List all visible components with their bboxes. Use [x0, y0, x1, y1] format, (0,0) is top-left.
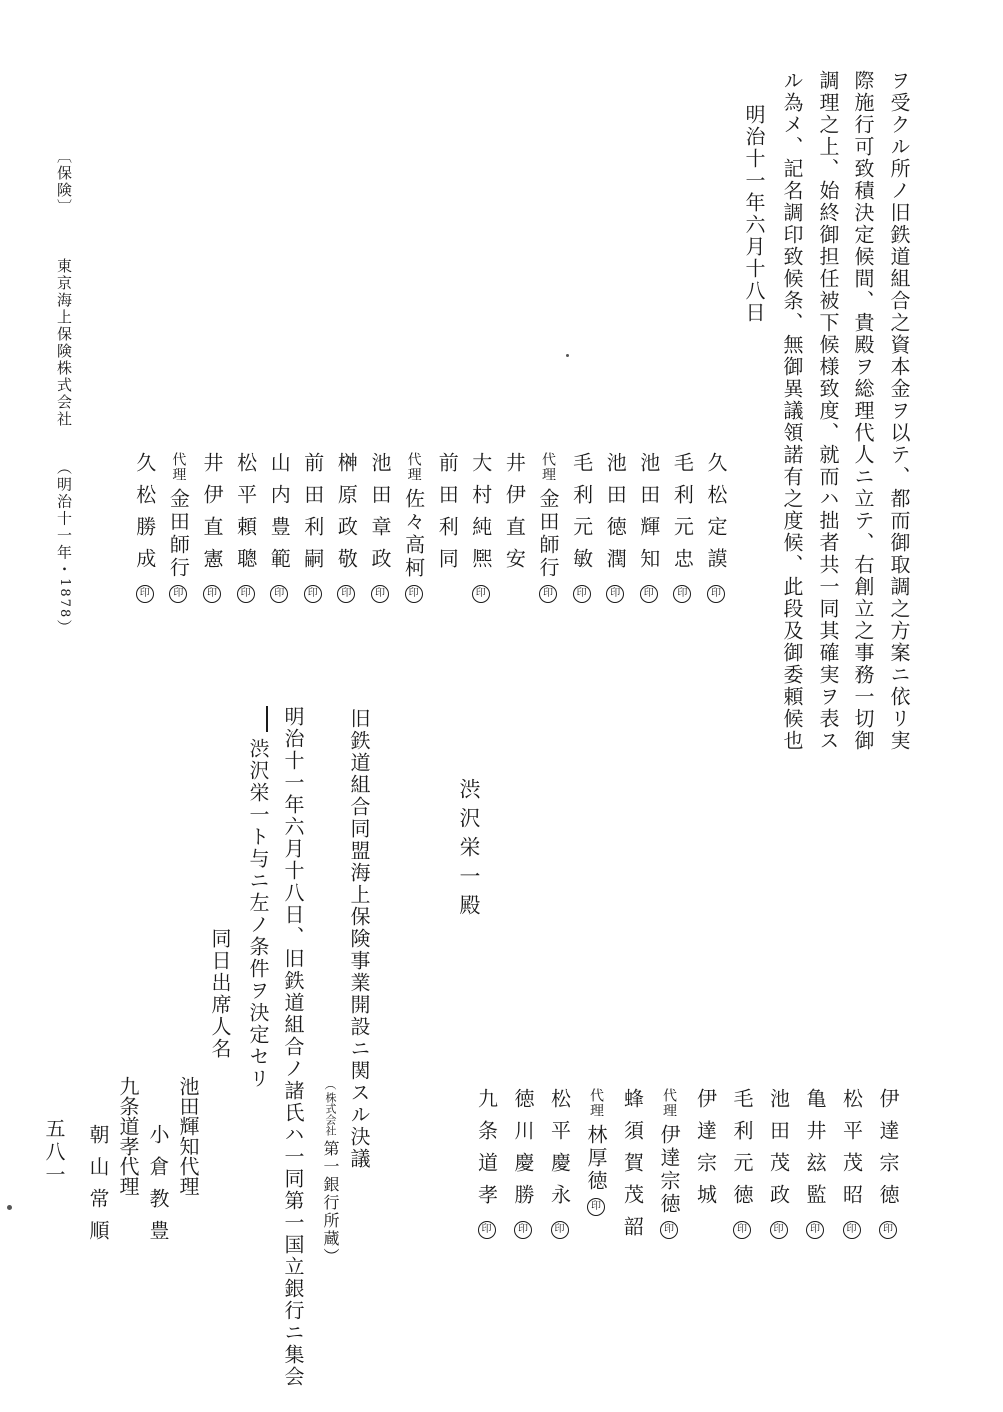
seal-mark: 印 [879, 1221, 897, 1239]
seal-mark: 印 [203, 585, 221, 603]
seal-mark: 印 [304, 585, 322, 603]
seal-mark: 印 [640, 585, 658, 603]
signatory-name: 徳川慶勝 [511, 1088, 535, 1216]
attendee-line: 池田輝知代理 [176, 1076, 200, 1196]
signatory-name: 池田輝知 [636, 452, 661, 580]
signatory [202, 452, 222, 603]
signatory-name: 毛利元忠 [670, 452, 695, 580]
signatory [435, 452, 460, 580]
signatory [805, 1088, 825, 1239]
proxy-label: 代理 [170, 452, 187, 482]
seal-mark: 印 [237, 585, 255, 603]
signatory [839, 1088, 864, 1239]
proxy-label: 代理 [405, 452, 422, 482]
signatory-name: 久松定謨 [704, 452, 728, 580]
signatory [547, 1088, 572, 1239]
signatory [766, 1088, 791, 1239]
signatory-name: 池田徳潤 [603, 452, 628, 580]
signatory [166, 452, 191, 603]
signatory-name: 蜂須賀茂韶 [620, 1088, 645, 1248]
seal-mark: 印 [478, 1221, 496, 1239]
seal-mark: 印 [371, 585, 389, 603]
letter-line: 調理之上、始終御担任被下候様致度、就而ハ拙者共一同其確実ヲ表ス [816, 70, 840, 752]
signatory [603, 452, 628, 603]
signatory [586, 1088, 606, 1216]
seal-mark: 印 [405, 585, 423, 603]
signatory-name: 久松勝成 [132, 452, 157, 580]
signatory-name: 前田利嗣 [300, 452, 325, 580]
signatory-name: 松平頼聰 [233, 452, 258, 580]
header-era-end: ） [55, 619, 73, 637]
seal-mark: 印 [606, 585, 624, 603]
signatory [401, 452, 426, 603]
signatory-name: 松平慶永 [547, 1088, 572, 1216]
signatory [370, 452, 390, 603]
signatory-name: 林厚徳 [584, 1124, 608, 1193]
resolution-source: （株式会社第一銀行所蔵） [321, 1078, 340, 1266]
letter-line: ヲ受クル所ノ旧鉄道組合之資本金ヲ以テ、都而御取調之方案ニ依リ実 [887, 70, 911, 752]
letter-line: 際施行可致積決定候間、貴殿ヲ総理代人ニ立テ、右創立之事務一切御 [851, 70, 875, 752]
seal-mark: 印 [472, 585, 490, 603]
signatory-name: 伊達宗徳 [876, 1088, 900, 1216]
letter-addressee: 渋沢栄一殿 [457, 778, 481, 923]
signatory-name: 伊達宗城 [693, 1088, 718, 1216]
seal-mark: 印 [539, 585, 557, 603]
signatory [620, 1088, 645, 1248]
signatory-name: 亀井玆監 [803, 1088, 827, 1216]
proxy-label: 代理 [661, 1088, 677, 1118]
signatory [513, 1088, 533, 1239]
signatory [334, 452, 359, 603]
header-year: 1878 [57, 578, 72, 620]
resolution-source-small: 株式会社 [324, 1092, 337, 1136]
signatory-name: 九条道孝 [474, 1088, 499, 1216]
signatory [706, 452, 726, 603]
signatory-name: 井伊直安 [502, 452, 527, 580]
signatory-name: 金田師行 [536, 488, 560, 580]
signatory [233, 452, 258, 603]
resolution-title [349, 708, 369, 1170]
signatory [659, 1088, 679, 1239]
seal-mark: 印 [270, 585, 288, 603]
signatory-name: 毛利元敏 [569, 452, 594, 580]
attendees-label: 同日出席人名 [208, 928, 232, 1060]
resolution-title-text: 旧鉄道組合同盟海上保険事業開設ニ関スル決議 [347, 708, 371, 1170]
signatory-name: 伊達宗徳 [657, 1124, 681, 1216]
seal-mark: 印 [673, 585, 691, 603]
signatory [878, 1088, 898, 1239]
signatory-name: 毛利元徳 [730, 1088, 754, 1216]
scan-speck [7, 1205, 12, 1210]
signatory-name: 榊原政敬 [334, 452, 359, 580]
header-section: 〔保険〕 [55, 148, 73, 216]
signatory [538, 452, 558, 603]
signatory [502, 452, 527, 580]
signatory [732, 1088, 752, 1239]
signatory [569, 452, 594, 603]
signatory [693, 1088, 718, 1216]
signatory [468, 452, 493, 603]
letter-line: ル為メ、記名調印致候条、無御異議領諾有之度候、此段及御委頼候也 [780, 70, 804, 752]
seal-mark: 印 [843, 1221, 861, 1239]
resolution-body-2-wrap [248, 706, 268, 1090]
running-header [56, 148, 71, 636]
scan-speck [566, 354, 569, 357]
signatory [267, 452, 292, 603]
page-number: 五八一 [42, 1118, 66, 1187]
seal-mark: 印 [169, 585, 187, 603]
seal-mark: 印 [136, 585, 154, 603]
signatory-name: 金田師行 [166, 488, 191, 580]
signatory-name: 山内豊範 [267, 452, 292, 580]
seal-mark: 印 [806, 1221, 824, 1239]
signatory [300, 452, 325, 603]
seal-mark: 印 [337, 585, 355, 603]
letter-date: 明治十一年六月十八日 [742, 104, 766, 324]
attendee-line: 九条道孝代理 [116, 1076, 140, 1196]
signatory-name: 松平茂昭 [839, 1088, 864, 1216]
seal-mark: 印 [587, 1198, 605, 1216]
signatory-name: 前田利同 [435, 452, 460, 580]
seal-mark: 印 [770, 1221, 788, 1239]
resolution-body-2: 渋沢栄一ト与ニ左ノ条件ヲ決定セリ [246, 738, 270, 1090]
signatory-name: 池田章政 [368, 452, 392, 580]
signatory-name: 佐々高柯 [401, 488, 426, 580]
header-company: 東京海上保険株式会社 [55, 257, 73, 428]
seal-mark: 印 [707, 585, 725, 603]
header-era: （明治十一年・ [55, 459, 73, 579]
signatory-name: 大村純熈 [468, 452, 493, 580]
signatory [636, 452, 661, 603]
seal-mark: 印 [551, 1221, 569, 1239]
signatory [132, 452, 157, 603]
attendee-line: 小倉教豊 [146, 1124, 170, 1252]
seal-mark: 印 [660, 1221, 678, 1239]
signatory [670, 452, 695, 603]
proxy-label: 代理 [540, 452, 556, 482]
dash-mark [266, 706, 268, 732]
seal-mark: 印 [573, 585, 591, 603]
seal-mark: 印 [733, 1221, 751, 1239]
signatory [474, 1088, 499, 1239]
seal-mark: 印 [514, 1221, 532, 1239]
signatory-name: 井伊直憲 [200, 452, 224, 580]
proxy-label: 代理 [588, 1088, 604, 1118]
attendee-line: 朝山常順 [86, 1124, 110, 1252]
resolution-source-text: 第一銀行所蔵 [321, 1140, 340, 1248]
resolution-body-1: 明治十一年六月十八日、旧鉄道組合ノ諸氏ハ一同第一国立銀行ニ集会 [281, 706, 305, 1388]
signatory-name: 池田茂政 [766, 1088, 791, 1216]
